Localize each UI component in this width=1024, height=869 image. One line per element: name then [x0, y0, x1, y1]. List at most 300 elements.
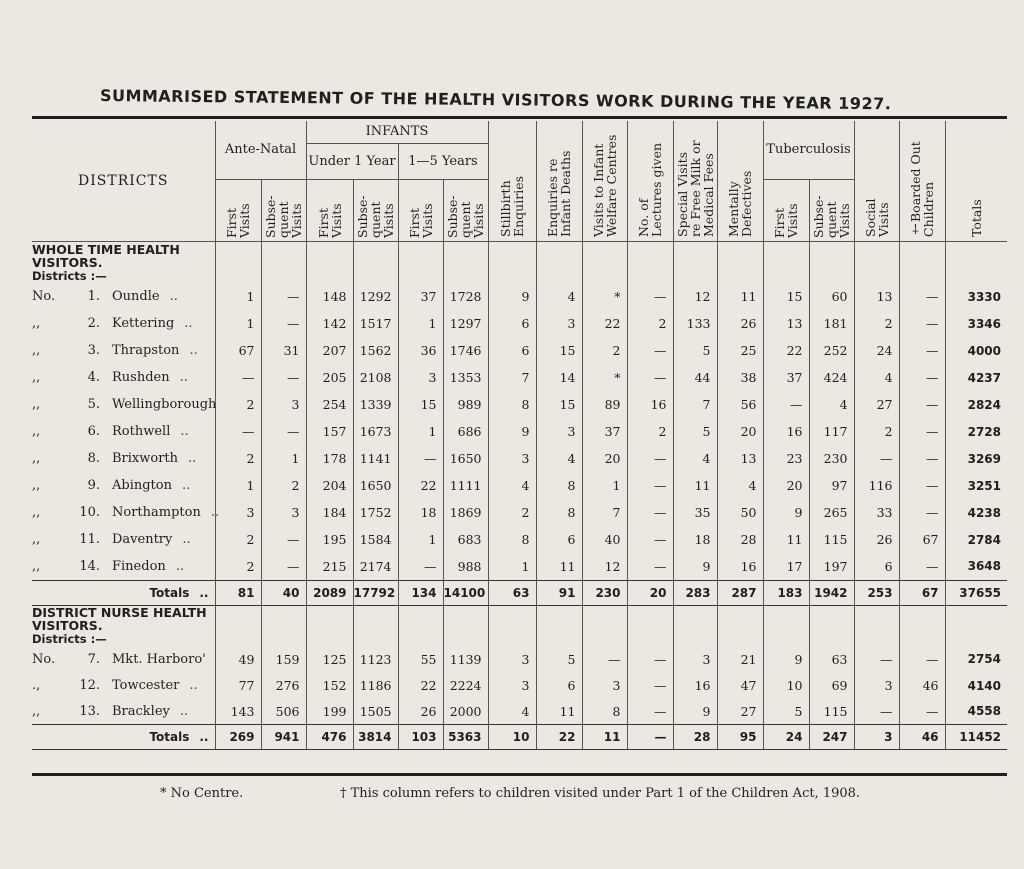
- total-value-cell: 17792: [353, 580, 398, 605]
- row-total-cell: 3346: [945, 310, 1007, 337]
- value-cell: —: [899, 418, 945, 445]
- value-cell: 38: [717, 364, 763, 391]
- district-prefix: .,: [32, 678, 41, 693]
- table-row: [32, 283, 1007, 310]
- empty-cell: [306, 241, 353, 283]
- leader-dots: ..: [199, 730, 209, 744]
- district-number: 11.: [79, 532, 100, 547]
- value-cell: —: [627, 646, 673, 673]
- district-cell: [32, 553, 215, 580]
- totals-row: [32, 725, 1007, 750]
- empty-cell: [627, 605, 673, 646]
- value-cell: 8: [582, 699, 627, 725]
- total-value-cell: 253: [854, 580, 899, 605]
- value-cell: 1339: [353, 391, 398, 418]
- value-cell: 22: [763, 337, 809, 364]
- value-cell: 14: [536, 364, 582, 391]
- value-cell: 26: [854, 526, 899, 553]
- total-value-cell: —: [627, 725, 673, 750]
- table-row: [32, 418, 1007, 445]
- value-cell: 22: [398, 673, 443, 699]
- value-cell: 1505: [353, 699, 398, 725]
- row-total-cell: 2824: [945, 391, 1007, 418]
- value-cell: 16: [763, 418, 809, 445]
- value-cell: 31: [261, 337, 306, 364]
- value-cell: 20: [763, 472, 809, 499]
- value-cell: 205: [306, 364, 353, 391]
- district-name: Oundle: [112, 289, 160, 304]
- value-cell: 1297: [443, 310, 488, 337]
- district-prefix: ,,: [32, 451, 41, 466]
- value-cell: 2: [215, 445, 261, 472]
- value-cell: 67: [899, 526, 945, 553]
- district-prefix: ,,: [32, 397, 41, 412]
- value-cell: 6: [488, 310, 536, 337]
- table-row: [32, 445, 1007, 472]
- tb-first-visits-header: First Visits: [772, 203, 800, 238]
- value-cell: 1292: [353, 283, 398, 310]
- value-cell: 1111: [443, 472, 488, 499]
- district-number: 5.: [87, 397, 100, 412]
- under-1-year-header: Under 1 Year: [306, 143, 398, 179]
- value-cell: —: [854, 699, 899, 725]
- value-cell: —: [899, 499, 945, 526]
- total-value-cell: 11: [582, 725, 627, 750]
- value-cell: 1: [215, 283, 261, 310]
- total-value-cell: 5363: [443, 725, 488, 750]
- value-cell: 13: [854, 283, 899, 310]
- value-cell: 97: [809, 472, 854, 499]
- district-prefix: ,,: [32, 343, 41, 358]
- value-cell: 3: [854, 673, 899, 699]
- value-cell: 4: [536, 445, 582, 472]
- value-cell: —: [261, 553, 306, 580]
- total-value-cell: 91: [536, 580, 582, 605]
- ante-natal-first-visits-header: First Visits: [224, 203, 252, 238]
- value-cell: 4: [488, 472, 536, 499]
- total-value-cell: 46: [899, 725, 945, 750]
- value-cell: 230: [809, 445, 854, 472]
- totals-header: Totals: [968, 198, 984, 237]
- value-cell: 2224: [443, 673, 488, 699]
- value-cell: 9: [673, 699, 717, 725]
- value-cell: 26: [398, 699, 443, 725]
- row-total-cell: 4000: [945, 337, 1007, 364]
- empty-cell: [673, 605, 717, 646]
- section-title: WHOLE TIME HEALTH VISITORS.: [32, 242, 180, 270]
- value-cell: 6: [536, 673, 582, 699]
- top-rule: [32, 116, 1007, 119]
- total-value-cell: 230: [582, 580, 627, 605]
- value-cell: —: [627, 283, 673, 310]
- value-cell: 11: [673, 472, 717, 499]
- value-cell: 8: [488, 526, 536, 553]
- value-cell: 686: [443, 418, 488, 445]
- value-cell: 60: [809, 283, 854, 310]
- value-cell: 6: [488, 337, 536, 364]
- value-cell: 33: [854, 499, 899, 526]
- district-prefix: ,,: [32, 424, 41, 439]
- row-total-cell: 2784: [945, 526, 1007, 553]
- value-cell: 3: [488, 646, 536, 673]
- value-cell: 252: [809, 337, 854, 364]
- value-cell: 1584: [353, 526, 398, 553]
- value-cell: 8: [488, 391, 536, 418]
- value-cell: 988: [443, 553, 488, 580]
- value-cell: 5: [673, 418, 717, 445]
- table-row: [32, 337, 1007, 364]
- district-prefix: ,,: [32, 370, 41, 385]
- total-value-cell: 10: [488, 725, 536, 750]
- value-cell: 69: [809, 673, 854, 699]
- value-cell: 148: [306, 283, 353, 310]
- value-cell: 3: [536, 418, 582, 445]
- district-cell: [32, 283, 215, 310]
- value-cell: 22: [582, 310, 627, 337]
- value-cell: —: [627, 673, 673, 699]
- district-cell: [32, 337, 215, 364]
- value-cell: 4: [717, 472, 763, 499]
- section-heading: [32, 605, 215, 646]
- row-total-cell: 4238: [945, 499, 1007, 526]
- value-cell: 1752: [353, 499, 398, 526]
- ante-natal-subsequent-visits-header: Subse- quent Visits: [263, 195, 304, 238]
- one-to-five-subsequent-visits-header: Subse- quent Visits: [445, 195, 486, 238]
- total-value-cell: 1942: [809, 580, 854, 605]
- district-cell: [32, 499, 220, 526]
- empty-cell: [717, 241, 763, 283]
- district-name: Kettering: [112, 316, 175, 331]
- district-prefix: ,,: [32, 558, 41, 574]
- value-cell: 9: [488, 283, 536, 310]
- table-row: [32, 472, 1007, 499]
- value-cell: 133: [673, 310, 717, 337]
- empty-cell: [945, 241, 1007, 283]
- district-number: 1.: [87, 289, 100, 304]
- value-cell: 5: [763, 699, 809, 725]
- district-cell: [32, 646, 215, 673]
- value-cell: —: [854, 445, 899, 472]
- district-cell: [32, 391, 215, 418]
- empty-cell: [398, 605, 443, 646]
- totals-label: Totals: [149, 585, 190, 600]
- value-cell: 683: [443, 526, 488, 553]
- value-cell: 36: [398, 337, 443, 364]
- value-cell: 178: [306, 445, 353, 472]
- value-cell: 11: [763, 526, 809, 553]
- value-cell: 7: [582, 499, 627, 526]
- value-cell: 4: [488, 699, 536, 725]
- value-cell: 37: [763, 364, 809, 391]
- value-cell: —: [899, 337, 945, 364]
- value-cell: 47: [717, 673, 763, 699]
- total-value-cell: 95: [717, 725, 763, 750]
- value-cell: 20: [582, 445, 627, 472]
- district-prefix: ,,: [32, 532, 41, 547]
- value-cell: 215: [306, 553, 353, 580]
- value-cell: 9: [488, 418, 536, 445]
- value-cell: 15: [763, 283, 809, 310]
- value-cell: 1650: [353, 472, 398, 499]
- table-row: [32, 699, 1007, 725]
- value-cell: 16: [673, 673, 717, 699]
- section-subtitle: Districts :—: [32, 631, 107, 646]
- value-cell: —: [899, 445, 945, 472]
- district-number: 6.: [87, 424, 100, 439]
- value-cell: 1: [398, 526, 443, 553]
- value-cell: 1: [215, 310, 261, 337]
- social-visits-header: Social Visits: [862, 198, 891, 237]
- value-cell: —: [627, 699, 673, 725]
- value-cell: 2174: [353, 553, 398, 580]
- value-cell: 18: [673, 526, 717, 553]
- value-cell: —: [899, 699, 945, 725]
- district-number: 3.: [87, 343, 100, 358]
- value-cell: *: [582, 283, 627, 310]
- district-prefix: ,,: [32, 703, 41, 719]
- district-prefix: No.: [32, 651, 56, 667]
- value-cell: 1562: [353, 337, 398, 364]
- value-cell: —: [627, 364, 673, 391]
- total-value-cell: 2089: [306, 580, 353, 605]
- empty-cell: [809, 241, 854, 283]
- value-cell: 35: [673, 499, 717, 526]
- one-to-five-years-header: 1—5 Years: [398, 143, 488, 179]
- empty-cell: [306, 605, 353, 646]
- page-title: SUMMARISED STATEMENT OF THE HEALTH VISITORS WORK DURING THE YEAR 1927.: [99, 86, 892, 114]
- value-cell: 1186: [353, 673, 398, 699]
- under-1-subsequent-visits-header: Subse- quent Visits: [355, 195, 396, 238]
- district-name: Rushden: [112, 370, 170, 385]
- row-total-cell: 3648: [945, 553, 1007, 580]
- value-cell: 13: [763, 310, 809, 337]
- leader-dots: ..: [180, 424, 189, 439]
- district-number: 9.: [87, 478, 100, 493]
- value-cell: 1728: [443, 283, 488, 310]
- total-value-cell: 22: [536, 725, 582, 750]
- table-header: [32, 121, 1007, 241]
- value-cell: —: [261, 526, 306, 553]
- total-value-cell: 14100: [443, 580, 488, 605]
- value-cell: 55: [398, 646, 443, 673]
- leader-dots: ..: [210, 505, 220, 520]
- value-cell: 63: [809, 646, 854, 673]
- totals-label-cell: [32, 580, 215, 605]
- empty-cell: [763, 605, 809, 646]
- value-cell: 49: [215, 646, 261, 673]
- district-cell: [32, 364, 215, 391]
- total-value-cell: 28: [673, 725, 717, 750]
- leader-dots: ..: [179, 703, 189, 719]
- value-cell: 3: [398, 364, 443, 391]
- value-cell: —: [763, 391, 809, 418]
- district-number: 7.: [87, 651, 100, 667]
- value-cell: 10: [763, 673, 809, 699]
- district-cell: [32, 445, 215, 472]
- district-number: 2.: [87, 316, 100, 331]
- value-cell: 27: [717, 699, 763, 725]
- value-cell: 159: [261, 646, 306, 673]
- value-cell: 116: [854, 472, 899, 499]
- empty-cell: [854, 241, 899, 283]
- value-cell: 11: [536, 699, 582, 725]
- district-name: Rothwell: [112, 424, 171, 439]
- empty-cell: [945, 605, 1007, 646]
- value-cell: 16: [717, 553, 763, 580]
- district-name: Towcester: [112, 678, 180, 693]
- empty-cell: [443, 605, 488, 646]
- value-cell: 89: [582, 391, 627, 418]
- special-visits-header: Special Visits re Free Milk or Medical Fees: [674, 140, 716, 237]
- value-cell: 3: [673, 646, 717, 673]
- district-number: 8.: [87, 451, 100, 466]
- value-cell: 1: [398, 418, 443, 445]
- value-cell: 24: [854, 337, 899, 364]
- total-value-cell: 24: [763, 725, 809, 750]
- empty-cell: [717, 605, 763, 646]
- value-cell: 2: [488, 499, 536, 526]
- row-total-cell: 4558: [945, 699, 1007, 725]
- value-cell: —: [582, 646, 627, 673]
- value-cell: 3: [215, 499, 261, 526]
- value-cell: 1869: [443, 499, 488, 526]
- value-cell: 9: [763, 499, 809, 526]
- empty-cell: [215, 241, 261, 283]
- table-row: [32, 364, 1007, 391]
- value-cell: —: [215, 418, 261, 445]
- value-cell: —: [854, 646, 899, 673]
- value-cell: 20: [717, 418, 763, 445]
- value-cell: —: [899, 310, 945, 337]
- total-value-cell: 11452: [945, 725, 1007, 750]
- value-cell: 199: [306, 699, 353, 725]
- totals-label: Totals: [149, 730, 190, 744]
- total-value-cell: 287: [717, 580, 763, 605]
- value-cell: 1353: [443, 364, 488, 391]
- value-cell: 989: [443, 391, 488, 418]
- value-cell: —: [627, 499, 673, 526]
- value-cell: —: [627, 472, 673, 499]
- one-to-five-first-visits-header: First Visits: [406, 203, 435, 238]
- empty-cell: [488, 241, 536, 283]
- leader-dots: ..: [179, 370, 188, 385]
- district-name: Abington: [112, 478, 172, 493]
- empty-cell: [488, 605, 536, 646]
- row-total-cell: 4140: [945, 673, 1007, 699]
- health-visitors-table: [32, 121, 1007, 750]
- table-row: [32, 310, 1007, 337]
- value-cell: —: [899, 553, 945, 580]
- value-cell: 3: [261, 391, 306, 418]
- empty-cell: [261, 605, 306, 646]
- value-cell: 5: [536, 646, 582, 673]
- empty-cell: [353, 605, 398, 646]
- value-cell: 2: [215, 391, 261, 418]
- value-cell: 3: [488, 673, 536, 699]
- row-total-cell: 4237: [945, 364, 1007, 391]
- empty-cell: [673, 241, 717, 283]
- district-name: Thrapston: [112, 343, 180, 358]
- value-cell: 9: [673, 553, 717, 580]
- value-cell: 77: [215, 673, 261, 699]
- total-value-cell: 20: [627, 580, 673, 605]
- value-cell: 2108: [353, 364, 398, 391]
- district-name: Wellingborough: [112, 397, 217, 412]
- value-cell: 115: [809, 699, 854, 725]
- value-cell: 15: [536, 337, 582, 364]
- district-prefix: No.: [32, 289, 56, 304]
- value-cell: 6: [854, 553, 899, 580]
- leader-dots: ..: [175, 558, 185, 574]
- value-cell: 27: [854, 391, 899, 418]
- bottom-rule: [32, 773, 1007, 776]
- value-cell: —: [899, 283, 945, 310]
- leader-dots: ..: [188, 451, 197, 466]
- value-cell: 50: [717, 499, 763, 526]
- empty-cell: [809, 605, 854, 646]
- district-number: 4.: [87, 370, 100, 385]
- value-cell: —: [261, 418, 306, 445]
- footnote-boarded-out: † This column refers to children visited under Part 1 of the Children Act, 1908.: [340, 786, 861, 801]
- value-cell: 4: [809, 391, 854, 418]
- total-value-cell: 134: [398, 580, 443, 605]
- value-cell: —: [398, 445, 443, 472]
- welfare-centres-header: Visits to Infant Welfare Centres: [590, 134, 619, 237]
- value-cell: 424: [809, 364, 854, 391]
- value-cell: 9: [763, 646, 809, 673]
- value-cell: 117: [809, 418, 854, 445]
- value-cell: 143: [215, 699, 261, 725]
- table-body: [32, 241, 1007, 750]
- empty-cell: [582, 605, 627, 646]
- value-cell: 4: [673, 445, 717, 472]
- value-cell: 1123: [353, 646, 398, 673]
- value-cell: 1: [398, 310, 443, 337]
- value-cell: 1746: [443, 337, 488, 364]
- value-cell: 44: [673, 364, 717, 391]
- section-title: DISTRICT NURSE HEALTH VISITORS.: [32, 604, 207, 633]
- value-cell: 1: [215, 472, 261, 499]
- district-prefix: ,,: [32, 478, 41, 493]
- value-cell: 142: [306, 310, 353, 337]
- empty-cell: [763, 241, 809, 283]
- value-cell: 204: [306, 472, 353, 499]
- district-name: Northampton: [112, 505, 201, 520]
- boarded-out-header: †Boarded Out Children: [908, 140, 937, 237]
- district-number: 10.: [79, 505, 100, 520]
- table-row: [32, 499, 1007, 526]
- total-value-cell: 3: [854, 725, 899, 750]
- empty-cell: [536, 605, 582, 646]
- district-name: Finedon: [112, 558, 166, 574]
- value-cell: 2: [215, 553, 261, 580]
- empty-cell: [261, 241, 306, 283]
- value-cell: 18: [398, 499, 443, 526]
- section-heading-row: [32, 241, 1007, 283]
- total-value-cell: 81: [215, 580, 261, 605]
- district-name: Daventry: [112, 532, 173, 547]
- total-value-cell: 37655: [945, 580, 1007, 605]
- district-cell: [32, 526, 215, 553]
- leader-dots: ..: [189, 678, 198, 693]
- value-cell: 2: [854, 418, 899, 445]
- value-cell: 1139: [443, 646, 488, 673]
- footnote-no-centre: * No Centre.: [160, 786, 244, 801]
- value-cell: —: [627, 553, 673, 580]
- empty-cell: [582, 241, 627, 283]
- value-cell: 2: [627, 310, 673, 337]
- district-number: 14.: [79, 558, 100, 574]
